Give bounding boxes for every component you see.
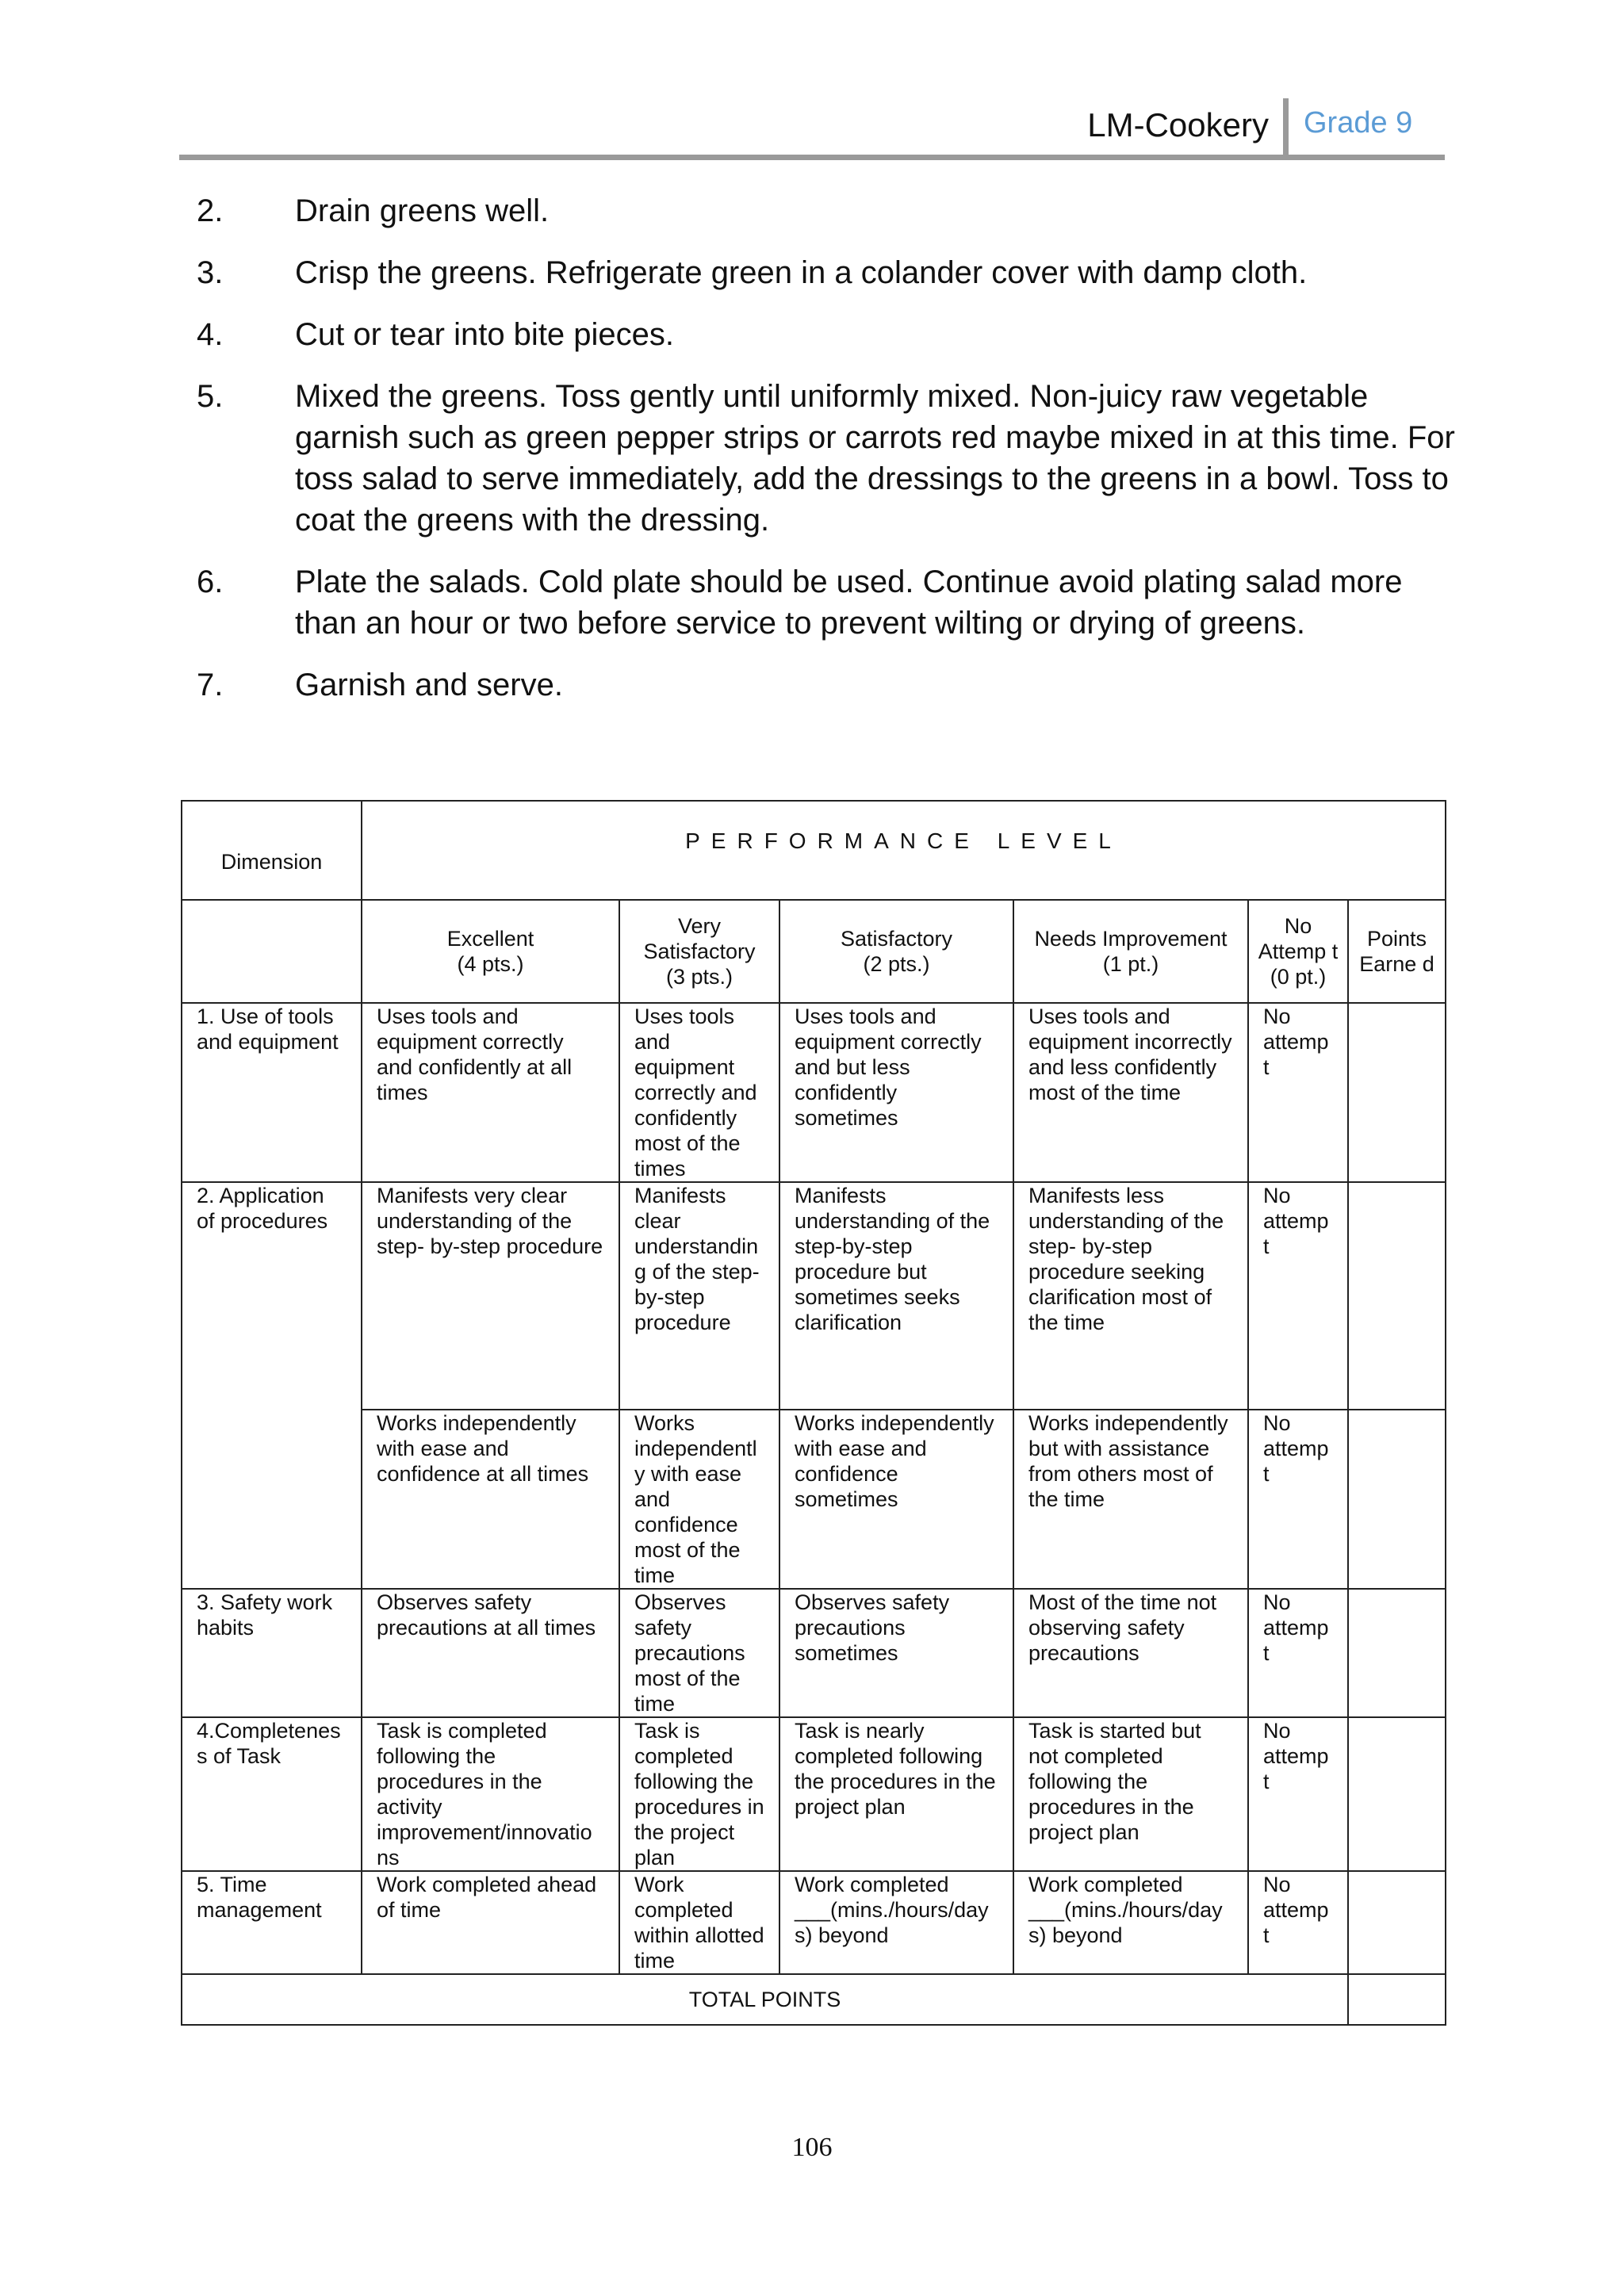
criteria-cell: Works independentl y with ease and confidence most of the time [619,1410,779,1589]
criteria-cell: No attemp t [1248,1717,1348,1871]
step-item [197,190,1465,232]
criteria-cell: Works independently but with assistance from others most of the time [1013,1410,1248,1589]
header-rule [179,155,1445,160]
step-number: 5. [197,379,224,414]
criteria-cell: Observes safety precautions most of the time [619,1589,779,1717]
total-points-cell [1348,1974,1446,2025]
criteria-cell: Task is completed following the procedures in the activity improvement/innovatio ns [362,1717,619,1871]
criteria-cell: No attemp t [1248,1589,1348,1717]
rubric-row [182,1871,1446,1974]
level-header: No Attemp t (0 pt.) [1248,900,1348,1003]
empty-cell [182,900,362,1003]
points-cell [1348,1589,1446,1717]
level-header: Excellent (4 pts.) [362,900,619,1003]
criteria-cell: Most of the time not observing safety precautions [1013,1589,1248,1717]
criteria-cell: Uses tools and equipment correctly and but less confidently sometimes [779,1003,1013,1182]
dimension-header: Dimension [182,801,362,900]
criteria-cell: No attemp t [1248,1003,1348,1182]
page-header [179,97,1445,160]
criteria-cell: Observes safety precautions sometimes [779,1589,1013,1717]
total-row [182,1974,1446,2025]
criteria-cell: Manifests clear understandin g of the step- by-step procedure [619,1182,779,1410]
criteria-cell: Work completed ahead of time [362,1871,619,1974]
rubric-table [181,800,1446,2026]
step-number: 3. [197,255,224,290]
total-points-label: TOTAL POINTS [182,1974,1348,2025]
criteria-cell: Task is nearly completed following the procedures in the project plan [779,1717,1013,1871]
criteria-cell: Works independently with ease and confidence sometimes [779,1410,1013,1589]
level-header: Needs Improvement (1 pt.) [1013,900,1248,1003]
step-text: Plate the salads. Cold plate should be used. Continue avoid plating salad more than an hour or two before service to prevent wilting or drying of greens. [295,564,1403,641]
rubric-row [182,1717,1446,1871]
page-number: 106 [791,2133,833,2162]
criteria-cell: Uses tools and equipment correctly and confidently most of the times [619,1003,779,1182]
level-header-row [182,900,1446,1003]
header-divider [1283,98,1289,160]
rubric-row [182,1182,1446,1410]
course-title: LM-Cookery [1087,106,1269,144]
points-cell [1348,1871,1446,1974]
step-text: Drain greens well. [295,193,550,228]
points-cell [1348,1717,1446,1871]
criteria-cell: Work completed within allotted time [619,1871,779,1974]
level-header: Very Satisfactory (3 pts.) [619,900,779,1003]
performance-level-header: PERFORMANCE LEVEL [362,801,1446,900]
criteria-cell: Work completed ___(mins./hours/day s) beyond [1013,1871,1248,1974]
rubric-row [182,1410,1446,1589]
criteria-cell: Observes safety precautions at all times [362,1589,619,1717]
dimension-cell: 1. Use of tools and equipment [182,1003,362,1182]
dimension-cell: 3. Safety work habits [182,1589,362,1717]
criteria-cell: Manifests less understanding of the step- by-step procedure seeking clarification most of the time [1013,1182,1248,1410]
step-number: 6. [197,564,224,599]
step-item [197,664,1465,706]
criteria-cell: No attemp t [1248,1182,1348,1410]
step-item [197,252,1465,293]
step-text: Crisp the greens. Refrigerate green in a colander cover with damp cloth. [295,255,1308,290]
rubric-title-row [182,801,1446,900]
criteria-cell: No attemp t [1248,1410,1348,1589]
rubric-row [182,1589,1446,1717]
criteria-cell: Uses tools and equipment correctly and confidently at all times [362,1003,619,1182]
step-number: 7. [197,668,224,702]
dimension-cell: 2. Application of procedures [182,1182,362,1589]
step-item [197,561,1465,644]
criteria-cell: Task is started but not completed following the procedures in the project plan [1013,1717,1248,1871]
criteria-cell: Works independently with ease and confidence at all times [362,1410,619,1589]
criteria-cell: No attemp t [1248,1871,1348,1974]
criteria-cell: Manifests very clear understanding of the step- by-step procedure [362,1182,619,1410]
level-header: Satisfactory (2 pts.) [779,900,1013,1003]
step-text: Garnish and serve. [295,668,563,702]
dimension-cell: 4.Completenes s of Task [182,1717,362,1871]
points-earned-header: Points Earne d [1348,900,1446,1003]
step-number: 2. [197,193,224,228]
criteria-cell: Work completed ___(mins./hours/day s) beyond [779,1871,1013,1974]
criteria-cell: Task is completed following the procedures in the project plan [619,1717,779,1871]
points-cell [1348,1003,1446,1182]
rubric-row [182,1003,1446,1182]
criteria-cell: Uses tools and equipment incorrectly and less confidently most of the time [1013,1003,1248,1182]
step-item [197,314,1465,355]
grade-label: Grade 9 [1304,106,1413,140]
dimension-cell: 5. Time management [182,1871,362,1974]
points-cell [1348,1182,1446,1410]
step-text: Mixed the greens. Toss gently until uniformly mixed. Non-juicy raw vegetable garnish such as green pepper strips or carrots red maybe mixed in at this time. For toss salad to serve immediately, add the dressings to the greens in a bowl. Toss to coat the greens with the dressing. [295,379,1455,538]
procedure-steps [197,190,1465,726]
points-cell [1348,1410,1446,1589]
step-item [197,376,1465,541]
step-text: Cut or tear into bite pieces. [295,317,675,352]
criteria-cell: Manifests understanding of the step-by-step procedure but sometimes seeks clarification [779,1182,1013,1410]
step-number: 4. [197,317,224,352]
